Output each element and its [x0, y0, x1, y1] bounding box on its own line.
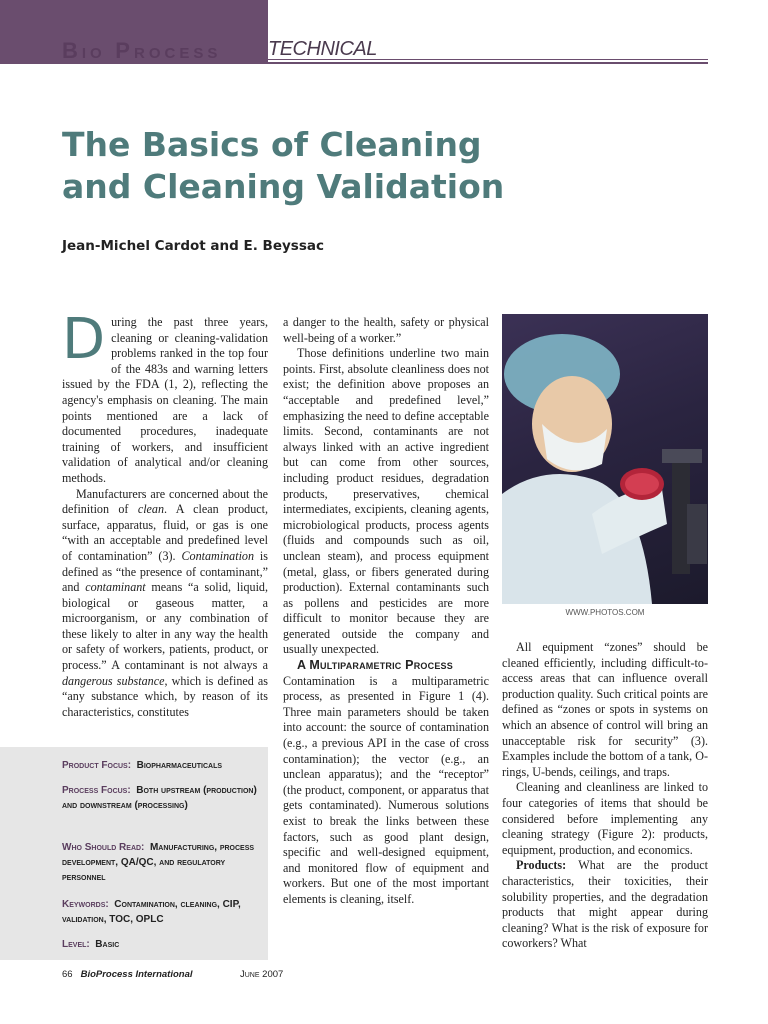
sidebar-keywords: Keywords: Contamination, cleaning, CIP, validation, TOC, OPLC [62, 899, 241, 925]
section-heading: A Multiparametric Process [297, 658, 453, 673]
paragraph: Cleaning and cleanliness are linked to four categories of items that should be considered before implementing any cleaning strategy (Figure 2): products, equipment, production, and economics. [502, 780, 708, 857]
sidebar-level: Level: Basic [62, 939, 120, 950]
paragraph: a danger to the health, safety or physical well-being of a worker.” [283, 315, 489, 345]
paragraph: During the past three years, cleaning or cleaning-validation problems ranked in the top four of the 483s and warning letters issued by the FDA (1, 2), reflecting the agency's emphasis on cleaning. The main points mentioned are a lack of documented procedures, inadequate training of workers, and insufficient validation of analytical and/or cleaning methods. [62, 307, 268, 485]
article-title: The Basics of Cleaning and Cleaning Validation [62, 125, 505, 206]
paragraph: Contamination is a multiparametric process, as presented in Figure 1 (4). Three main parameters should be taken into account: the source of contamination (e.g., a previous API in the case of cross contamination); the vector (e.g., an unclean apparatus); and the “receptor” (the product, component, or apparatus that gets contaminated). Numerous solutions exist to break the links between these factors, such as good plant design, specific and well-designed equipment, and monitored flow of equipment and workers. But one of the most important elements is cleaning, itself. [283, 673, 489, 906]
page-number: 66 [62, 969, 73, 980]
text-column-1 [62, 307, 269, 720]
paragraph: All equipment “zones” should be cleaned efficiently, including difficult-to-access areas that can influence overall production quality. Such critical points are defined as “zones or spots in systems on which an absence of control will bring an unacceptable risk for security” (3). Examples include the bottom of a tank, O-rings, U-bends, ceilings, and traps. [502, 640, 708, 779]
issue-date: June 2007 [240, 969, 284, 980]
lab-worker-illustration [502, 314, 708, 604]
photo-credit: WWW.PHOTOS.COM [565, 608, 645, 617]
sidebar-who-should-read: Who Should Read: Manufacturing, process development, QA/QC, and regulatory personnel [62, 842, 255, 883]
drop-cap: D [62, 307, 106, 372]
paragraph: Products: What are the product characteristics, their toxicities, their solubility properties, and the degradation products that might appear during cleaning? What is the risk of exposure for coworkers? What [502, 858, 708, 951]
paragraph: Manufacturers are concerned about the definition of clean. A clean product, surface, apparatus, fluid, or gas is one “with an acceptable and predefined level of contamination” (3). Contamination is defined as “the presence of contaminant,” and contaminant means “a solid, liquid, biological or gaseous matter, a microorganism, or any combination of these likely to alter in any way the health or safety of workers, patients, product, or process.” A contaminant is not always a dangerous substance, which is defined as “any substance which, by reason of its characteristics, constitutes [62, 486, 269, 719]
paragraph: Those definitions underline two main points. First, absolute cleanliness does not exist; the definition above proposes an “acceptable and predefined level,” emphasizing the need to define acceptable limits. Second, contaminants are not always linked with an active ingredient but can come from other sources, including product residues, degradation products, preservatives, chemical intermediates, excipients, cleaning agents, microbiological products, process agents (fluids and compounds such as oil, unclean steam), and process equipment (metal, glass, or fibers generated during production). External contaminants such as pollens and pesticides are more difficult to monitor because they are generated outside the company and usually unexpected. [283, 346, 489, 657]
brand-logo: BIO PROCESS [62, 38, 222, 63]
sidebar-product-focus: Product Focus: Biopharmaceuticals [62, 760, 223, 771]
page-footer [62, 969, 193, 980]
lab-worker-photo [502, 314, 708, 604]
text-column-3 [502, 640, 708, 952]
text-column-2 [283, 315, 489, 908]
section-label: TECHNICAL [268, 38, 377, 60]
publication-name: BioProcess International [80, 969, 193, 980]
article-authors: Jean-Michel Cardot and E. Beyssac [62, 238, 324, 254]
sidebar-process-focus: Process Focus: Both upstream (production) and downstream (processing) [62, 785, 257, 811]
